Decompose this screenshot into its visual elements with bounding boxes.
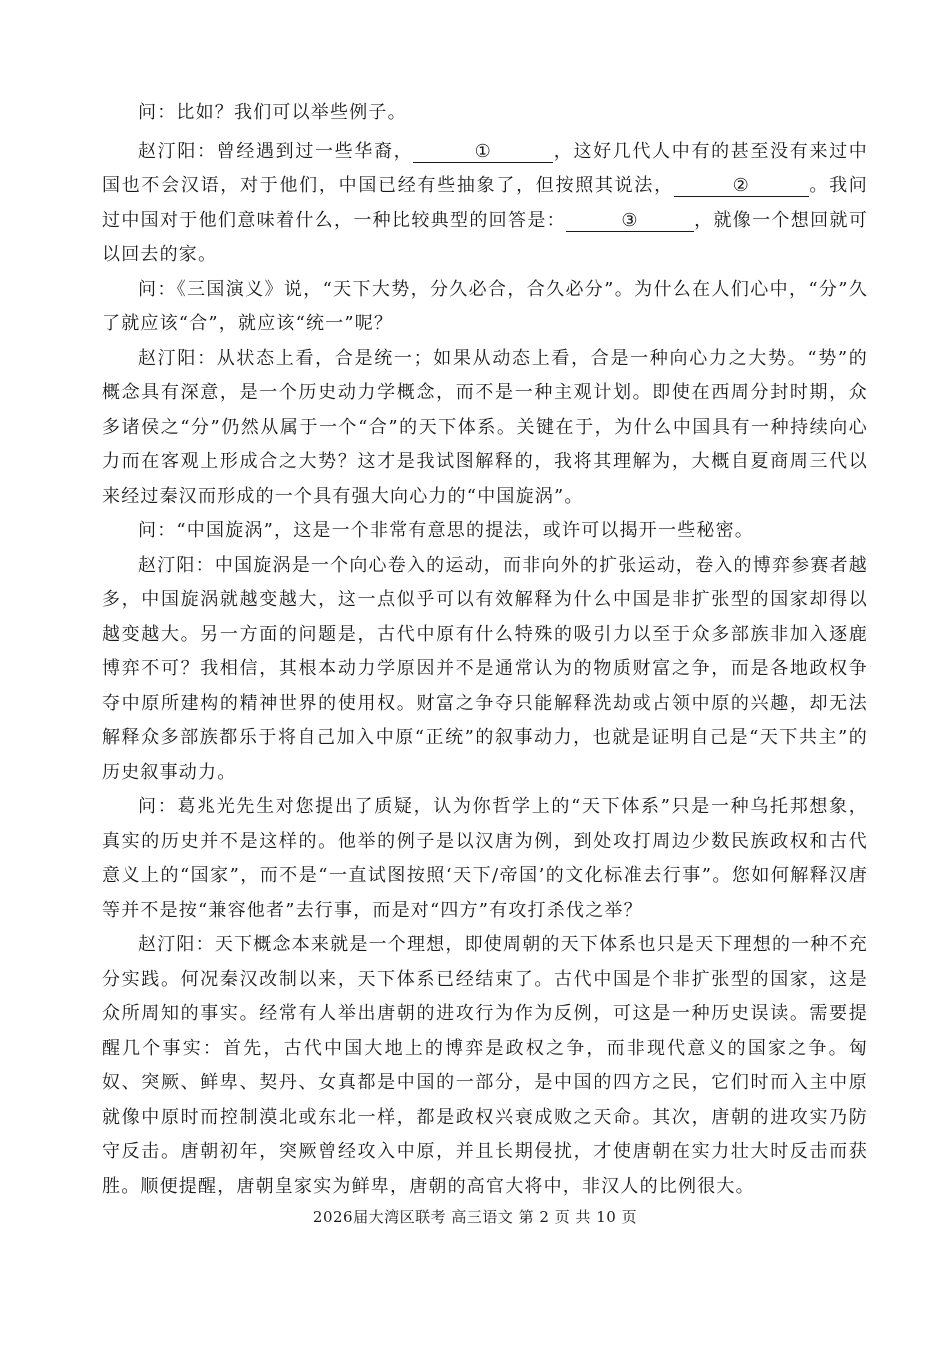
fill-blank-2: ② <box>674 176 809 197</box>
speaker: 赵汀阳 <box>138 934 196 955</box>
paragraph-text: 天下概念本来就是一个理想，即使周朝的天下体系也只是天下理想的一种不充分实践。何况秦汉改制以来，天下体系已经结束了。古代中国是个非扩张型的国家，这是众所周知的事实。经常有人举出唐朝的进攻行为作为反例，可这是一种历史误读。需要提醒几个事实：首先，古代中国大地上的博弈是政权之争，而非现代意义的国家之争。匈奴、突厥、鲜卑、契丹、女真都是中国的一部分，是中国的四方之民，它们时而入主中原就像中原时而控制漠北或东北一样，都是政权兴衰成败之天命。其次，唐朝的进攻实乃防守反击。唐朝初年，突厥曾经攻入中原，并且长期侵扰，才使唐朝在实力壮大时反击而获胜。顺便提醒，唐朝皇家实为鲜卑，唐朝的高官大将中，非汉人的比例很大。 <box>102 934 869 1197</box>
paragraph-text: 从状态上看，合是统一；如果从动态上看，合是一种向心力之大势。“势”的概念具有深意，是一个历史动力学概念，而不是一种主观计划。即使在西周分封时期，众多诸侯之“分”仍然从属于一个“合”的天下体系。关键在于，为什么中国具有一种持续向心力而在客观上形成合之大势？这才是我试图解释的，我将其理解为，大概自夏商周三代以来经过秦汉而形成的一个具有强大向心力的“中国旋涡”。 <box>102 347 868 507</box>
paragraph-text: 中国旋涡是一个向心卷入的运动，而非向外的扩张运动，卷入的博弈参赛者越多，中国旋涡就越变越大，这一点似乎可以有效解释为什么中国是非扩张型的国家却得以越变越大。另一方面的问题是，古代中原有什么特殊的吸引力以至于众多部族非加入逐鹿博弈不可？我相信，其根本动力学原因并不是通常认为的物质财富之争，而是各地政权争夺中原所建构的精神世界的使用权。财富之争夺只能解释洗劫或占领中原的兴趣，却无法解释众多部族都乐于将自己加入中原“正统”的叙事动力，也就是证明自己是“天下共主”的历史叙事动力。 <box>102 554 869 783</box>
question-paragraph: 问：比如？我们可以举些例子。 <box>138 102 407 123</box>
answer-paragraph: 赵汀阳：中国旋涡是一个向心卷入的运动，而非向外的扩张运动，卷入的博弈参赛者越多，中国旋涡就越变越大，这一点似乎可以有效解释为什么中国是非扩张型的国家却得以越变越大。另一方面的问题是，古代中原有什么特殊的吸引力以至于众多部族非加入逐鹿博弈不可？我相信，其根本动力学原因并不是通常认为的物质财富之争，而是各地政权争夺中原所建构的精神世界的使用权。财富之争夺只能解释洗劫或占领中原的兴趣，却无法解释众多部族都乐于将自己加入中原“正统”的叙事动力，也就是证明自己是“天下共主”的历史叙事动力。 <box>102 554 869 783</box>
paragraph-text: ，这好几代人中有的甚至没有来过中国也不会汉语，对于他们，中国已经有些抽象了，但按照其说法， <box>102 140 869 196</box>
paragraph-text: ，就像一个想回就可以回去的家。 <box>102 209 868 265</box>
answer-paragraph: 赵汀阳：天下概念本来就是一个理想，即使周朝的天下体系也只是天下理想的一种不充分实践。何况秦汉改制以来，天下体系已经结束了。古代中国是个非扩张型的国家，这是众所周知的事实。经常有人举出唐朝的进攻行为作为反例，可这是一种历史误读。需要提醒几个事实：首先，古代中国大地上的博弈是政权之争，而非现代意义的国家之争。匈奴、突厥、鲜卑、契丹、女真都是中国的一部分，是中国的四方之民，它们时而入主中原就像中原时而控制漠北或东北一样，都是政权兴衰成败之天命。其次，唐朝的进攻实乃防守反击。唐朝初年，突厥曾经攻入中原，并且长期侵扰，才使唐朝在实力壮大时反击而获胜。顺便提醒，唐朝皇家实为鲜卑，唐朝的高官大将中，非汉人的比例很大。 <box>102 934 869 1197</box>
paragraph-text: 比如？我们可以举些例子。 <box>176 102 407 123</box>
answer-paragraph: 赵汀阳：从状态上看，合是统一；如果从动态上看，合是一种向心力之大势。“势”的概念具有深意，是一个历史动力学概念，而不是一种主观计划。即使在西周分封时期，众多诸侯之“分”仍然从属于一个“合”的天下体系。关键在于，为什么中国具有一种持续向心力而在客观上形成合之大势？这才是我试图解释的，我将其理解为，大概自夏商周三代以来经过秦汉而形成的一个具有强大向心力的“中国旋涡”。 <box>102 347 868 507</box>
speaker: 问 <box>138 278 158 300</box>
question-paragraph: 问：《三国演义》说，“天下大势，分久必合，合久必分”。为什么在人们心中，“分”久了就应该“合”，就应该“统一”呢？ <box>102 278 868 334</box>
document-body <box>102 96 868 1204</box>
speaker: 赵汀阳 <box>138 140 197 162</box>
question-paragraph: 问：“中国旋涡”，这是一个非常有意思的提法，或许可以揭开一些秘密。 <box>138 520 755 541</box>
fill-blank-1: ① <box>413 142 553 163</box>
answer-paragraph: 赵汀阳：曾经遇到过一些华裔， ① ，这好几代人中有的甚至没有来过中国也不会汉语，对于他们，中国已经有些抽象了，但按照其说法， ② 。我问过中国对于他们意味着什么，一种比较典型的回答是： ③ ，就像一个想回就可以回去的家。 <box>102 140 869 265</box>
paragraph-text: 。我问过中国对于他们意味着什么，一种比较典型的回答是： <box>102 175 868 231</box>
paragraph-text: 葛兆光先生对您提出了质疑，认为你哲学上的“天下体系”只是一种乌托邦想象，真实的历史并不是这样的。他举的例子是以汉唐为例，到处攻打周边少数民族政权和古代意义上的“国家”，而不是“一直试图按照‘天下/帝国’的文化标准去行事”。您如何解释汉唐等并不是按“兼容他者”去行事，而是对“四方”有攻打杀伐之举？ <box>102 796 868 921</box>
page-footer: 2026届大湾区联考 高三语文 第 2 页 共 10 页 <box>312 1208 638 1226</box>
paragraph-text: 曾经遇到过一些华裔， <box>216 140 414 162</box>
speaker: 赵汀阳 <box>138 554 196 576</box>
paragraph-text: “中国旋涡”，这是一个非常有意思的提法，或许可以揭开一些秘密。 <box>176 520 755 541</box>
speaker: 赵汀阳 <box>138 347 198 369</box>
speaker: 问 <box>138 520 158 541</box>
fill-blank-3: ③ <box>566 211 694 232</box>
speaker: 问 <box>138 102 158 123</box>
paragraph-text: 《三国演义》说，“天下大势，分久必合，合久必分”。为什么在人们心中，“分”久了就应该“合”，就应该“统一”呢？ <box>102 278 868 334</box>
question-paragraph: 问：葛兆光先生对您提出了质疑，认为你哲学上的“天下体系”只是一种乌托邦想象，真实的历史并不是这样的。他举的例子是以汉唐为例，到处攻打周边少数民族政权和古代意义上的“国家”，而不是“一直试图按照‘天下/帝国’的文化标准去行事”。您如何解释汉唐等并不是按“兼容他者”去行事，而是对“四方”有攻打杀伐之举？ <box>102 796 868 921</box>
speaker: 问 <box>138 796 158 817</box>
